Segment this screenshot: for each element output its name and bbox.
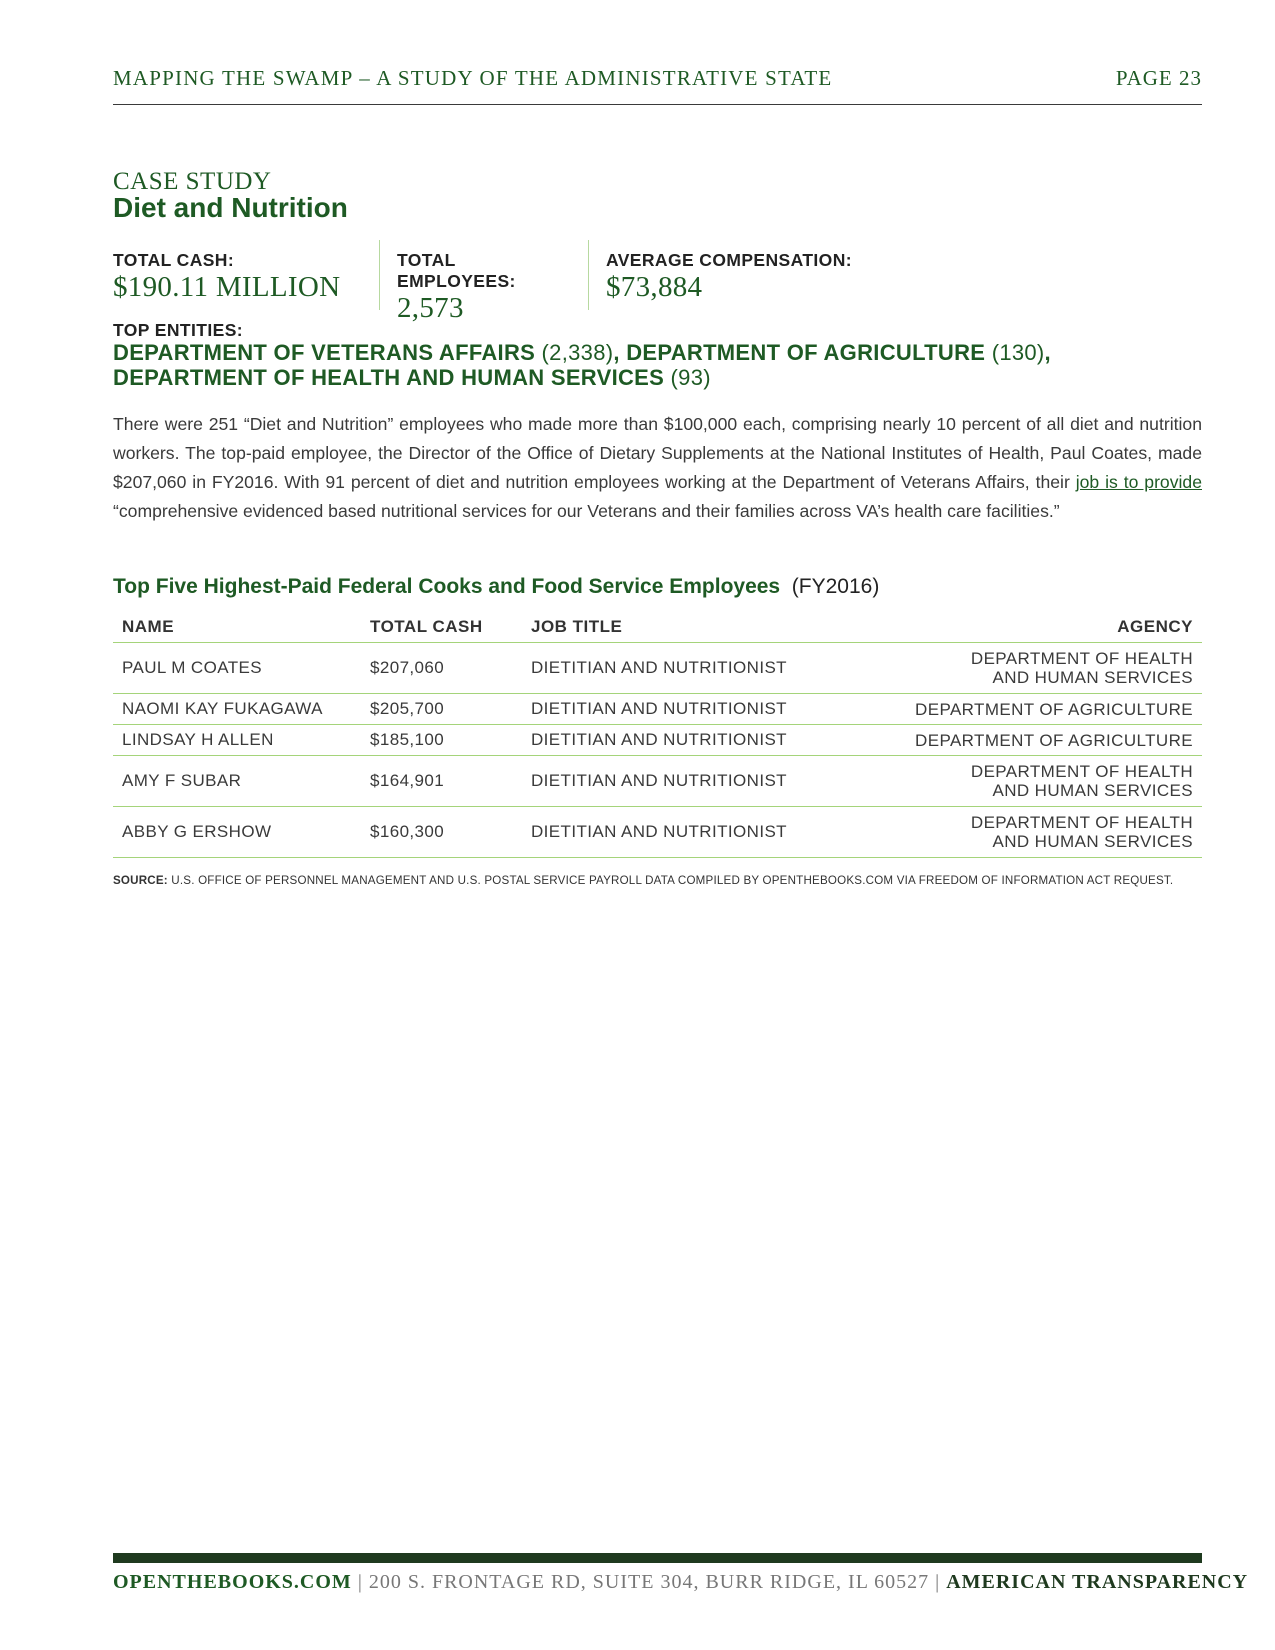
- top-entities-line-1: DEPARTMENT OF VETERANS AFFAIRS (2,338), DEPARTMENT OF AGRICULTURE (130),: [113, 340, 1051, 365]
- footer-rule: [113, 1553, 1202, 1563]
- stat-label: TOTAL CASH:: [113, 250, 235, 270]
- paragraph-text: There were 251 “Diet and Nutrition” employees who made more than $100,000 each, comprising nearly 10 percent of all diet and nutrition workers. The top-paid employee, the Director of the Office of Dietary Supplements at the National Institutes of Health, Paul Coates, made $207,060 in FY2016. With 91 percent of diet and nutrition employees working at the Department of Veterans Affairs, their: [113, 414, 1202, 492]
- job-description-link[interactable]: job is to provide: [1075, 472, 1202, 492]
- footer: [113, 1571, 1249, 1594]
- cell-total-cash: $205,700: [361, 694, 522, 725]
- cell-name: PAUL M COATES: [113, 643, 361, 694]
- stat-total-employees: [379, 240, 588, 324]
- body-paragraph: [113, 410, 1202, 526]
- source-note: [113, 874, 1202, 887]
- cell-agency: DEPARTMENT OF AGRICULTURE: [852, 694, 1202, 725]
- agency-line: DEPARTMENT OF HEALTH: [970, 762, 1193, 781]
- entity-name: DEPARTMENT OF AGRICULTURE: [626, 340, 986, 365]
- cell-job-title: DIETITIAN AND NUTRITIONIST: [522, 725, 852, 756]
- stats-row: [113, 240, 868, 324]
- cell-job-title: DIETITIAN AND NUTRITIONIST: [522, 643, 852, 694]
- cell-agency: [852, 756, 1202, 807]
- stat-label: AVERAGE COMPENSATION:: [606, 250, 852, 270]
- page-number: PAGE 23: [1115, 66, 1202, 90]
- footer-address: 200 S. FRONTAGE RD, SUITE 304, BURR RIDGE, IL 60527: [368, 1571, 930, 1593]
- paragraph-text: “comprehensive evidenced based nutritional services for our Veterans and their families across VA’s health care facilities.”: [113, 501, 1060, 521]
- cell-agency: DEPARTMENT OF AGRICULTURE: [852, 725, 1202, 756]
- stat-value: $190.11 MILLION: [113, 271, 341, 303]
- footer-brand: OPENTHEBOOKS.COM: [113, 1571, 352, 1593]
- table-title-text: Top Five Highest-Paid Federal Cooks and Food Service Employees: [113, 575, 781, 598]
- source-label: SOURCE:: [113, 874, 168, 887]
- agency-line: AND HUMAN SERVICES: [992, 668, 1193, 687]
- stat-total-cash: [113, 240, 379, 310]
- column-header-name: NAME: [113, 612, 361, 643]
- stat-value: $73,884: [606, 271, 703, 303]
- stat-label: TOTAL EMPLOYEES:: [397, 250, 516, 291]
- stat-average-compensation: [588, 240, 868, 310]
- agency-line: AND HUMAN SERVICES: [992, 781, 1193, 800]
- cell-total-cash: $164,901: [361, 756, 522, 807]
- entity-count: (2,338): [541, 340, 614, 365]
- top-entities-line-2: [113, 365, 711, 391]
- table-row: [113, 725, 1202, 756]
- cell-total-cash: $207,060: [361, 643, 522, 694]
- top-entities-label: TOP ENTITIES:: [113, 320, 243, 340]
- entity-count: (130): [991, 340, 1045, 365]
- cell-agency: [852, 807, 1202, 858]
- agency-line: DEPARTMENT OF HEALTH: [970, 813, 1193, 832]
- entity-count: (93): [670, 365, 711, 390]
- table-row: [113, 807, 1202, 858]
- cell-job-title: DIETITIAN AND NUTRITIONIST: [522, 756, 852, 807]
- table-title-year: (FY2016): [791, 575, 880, 598]
- cell-total-cash: $160,300: [361, 807, 522, 858]
- column-header-total-cash: TOTAL CASH: [361, 612, 522, 643]
- agency-line: AND HUMAN SERVICES: [992, 832, 1193, 851]
- top-paid-table: [113, 612, 1202, 858]
- cell-name: ABBY G ERSHOW: [113, 807, 361, 858]
- stat-value: 2,573: [397, 292, 464, 324]
- cell-name: NAOMI KAY FUKAGAWA: [113, 694, 361, 725]
- table-row: [113, 694, 1202, 725]
- table-row: [113, 643, 1202, 694]
- entity-name: DEPARTMENT OF HEALTH AND HUMAN SERVICES: [113, 365, 665, 390]
- column-header-agency: AGENCY: [852, 612, 1202, 643]
- column-header-job-title: JOB TITLE: [522, 612, 852, 643]
- case-study-title: Diet and Nutrition: [113, 192, 348, 223]
- cell-job-title: DIETITIAN AND NUTRITIONIST: [522, 807, 852, 858]
- cell-total-cash: $185,100: [361, 725, 522, 756]
- entity-name: DEPARTMENT OF VETERANS AFFAIRS: [113, 340, 536, 365]
- footer-separator: |: [351, 1571, 369, 1593]
- table-header-row: [113, 612, 1202, 643]
- source-text: U.S. OFFICE OF PERSONNEL MANAGEMENT AND U.S. POSTAL SERVICE PAYROLL DATA COMPILED BY OPENTHEBOOKS.COM VIA FREEDOM OF INFORMATION ACT REQUEST.: [167, 874, 1174, 887]
- footer-organization: AMERICAN TRANSPARENCY: [946, 1571, 1249, 1593]
- case-study-kicker: CASE STUDY: [113, 168, 272, 195]
- cell-name: LINDSAY H ALLEN: [113, 725, 361, 756]
- table-row: [113, 756, 1202, 807]
- footer-separator: |: [929, 1571, 947, 1593]
- agency-line: DEPARTMENT OF HEALTH: [970, 649, 1193, 668]
- table-title: [113, 575, 879, 599]
- cell-agency: [852, 643, 1202, 694]
- header-title: MAPPING THE SWAMP – A STUDY OF THE ADMINISTRATIVE STATE: [113, 66, 833, 90]
- cell-job-title: DIETITIAN AND NUTRITIONIST: [522, 694, 852, 725]
- running-header: [113, 66, 1202, 105]
- cell-name: AMY F SUBAR: [113, 756, 361, 807]
